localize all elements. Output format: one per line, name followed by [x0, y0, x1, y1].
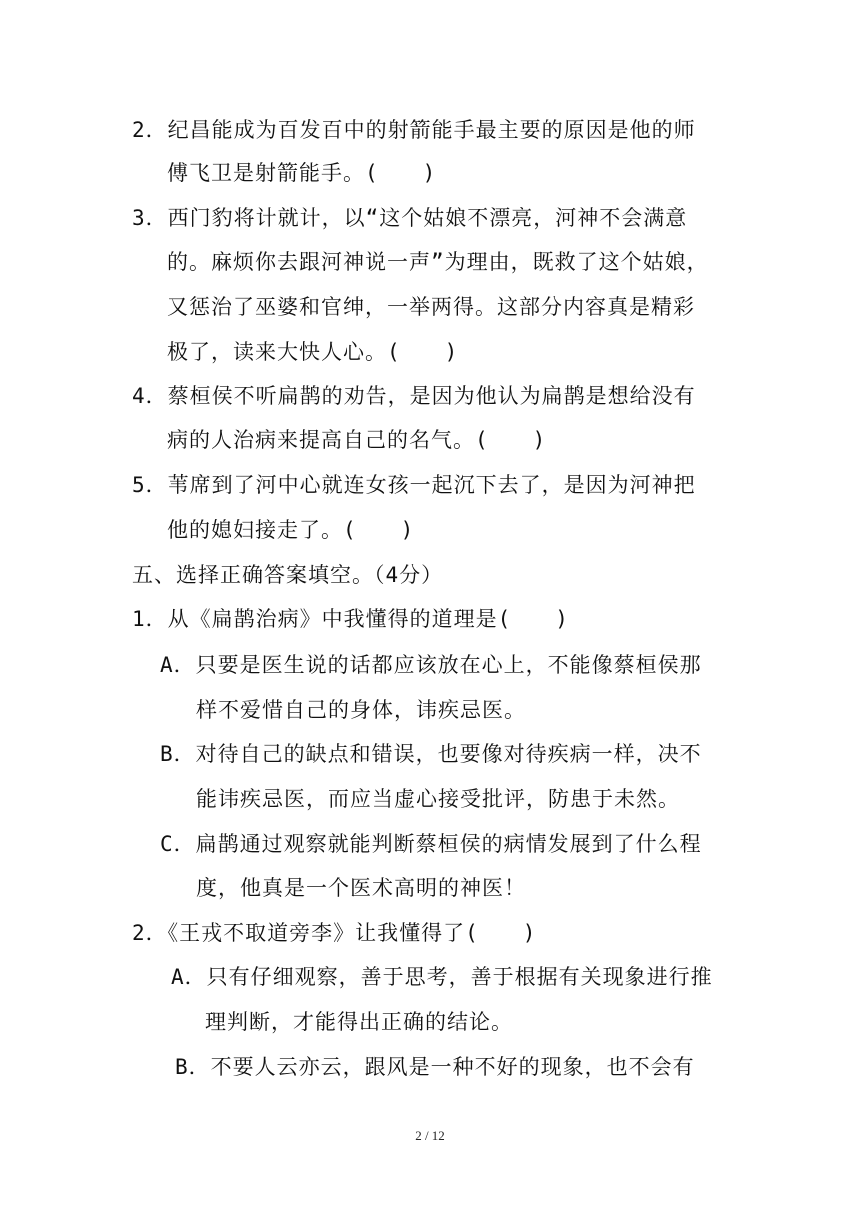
question-1-option-a-line-1: A．只要是医生说的话都应该放在心上，不能像蔡桓侯那: [160, 653, 702, 677]
statement-2-line-2: 傅飞卫是射箭能手。( ): [167, 161, 437, 185]
section-5-heading: 五、选择正确答案填空。（4分）: [132, 563, 444, 587]
question-2-option-a-line-2: 理判断，才能得出正确的结论。: [205, 1010, 513, 1034]
question-1: 1．从《扁鹊治病》中我懂得的道理是( ): [132, 607, 569, 631]
statement-4-line-1: 4．蔡桓侯不听扁鹊的劝告，是因为他认为扁鹊是想给没有: [132, 384, 696, 408]
statement-5-line-1: 5．苇席到了河中心就连女孩一起沉下去了，是因为河神把: [132, 473, 696, 497]
question-1-option-c-line-1: C．扁鹊通过观察就能判断蔡桓侯的病情发展到了什么程: [160, 832, 702, 856]
question-1-option-b-line-1: B．对待自己的缺点和错误，也要像对待疾病一样，决不: [160, 742, 702, 766]
page-number: 2 / 12: [415, 1128, 445, 1143]
question-1-option-c-line-2: 度，他真是一个医术高明的神医！: [196, 876, 526, 900]
statement-3-line-1: 3．西门豹将计就计，以“这个姑娘不漂亮，河神不会满意: [132, 206, 688, 230]
statement-3-line-4: 极了，读来大快人心。( ): [167, 340, 459, 364]
statement-2-line-1: 2．纪昌能成为百发百中的射箭能手最主要的原因是他的师: [132, 118, 696, 142]
statement-3-line-3: 又惩治了巫婆和官绅，一举两得。这部分内容真是精彩: [167, 295, 695, 319]
question-2-option-b-line-1: B．不要人云亦云，跟风是一种不好的现象，也不会有: [175, 1055, 695, 1079]
question-2-option-a-line-1: A．只有仔细观察，善于思考，善于根据有关现象进行推: [171, 965, 713, 989]
statement-3-line-2: 的。麻烦你去跟河神说一声”为理由，既救了这个姑娘，: [167, 250, 709, 274]
statement-5-line-2: 他的媳妇接走了。( ): [167, 518, 415, 542]
question-2: 2．《王戎不取道旁李》让我懂得了( ): [132, 921, 537, 945]
question-1-option-a-line-2: 样不爱惜自己的身体，讳疾忌医。: [196, 698, 526, 722]
question-1-option-b-line-2: 能讳疾忌医，而应当虚心接受批评，防患于未然。: [196, 787, 680, 811]
statement-4-line-2: 病的人治病来提高自己的名气。( ): [167, 428, 547, 452]
